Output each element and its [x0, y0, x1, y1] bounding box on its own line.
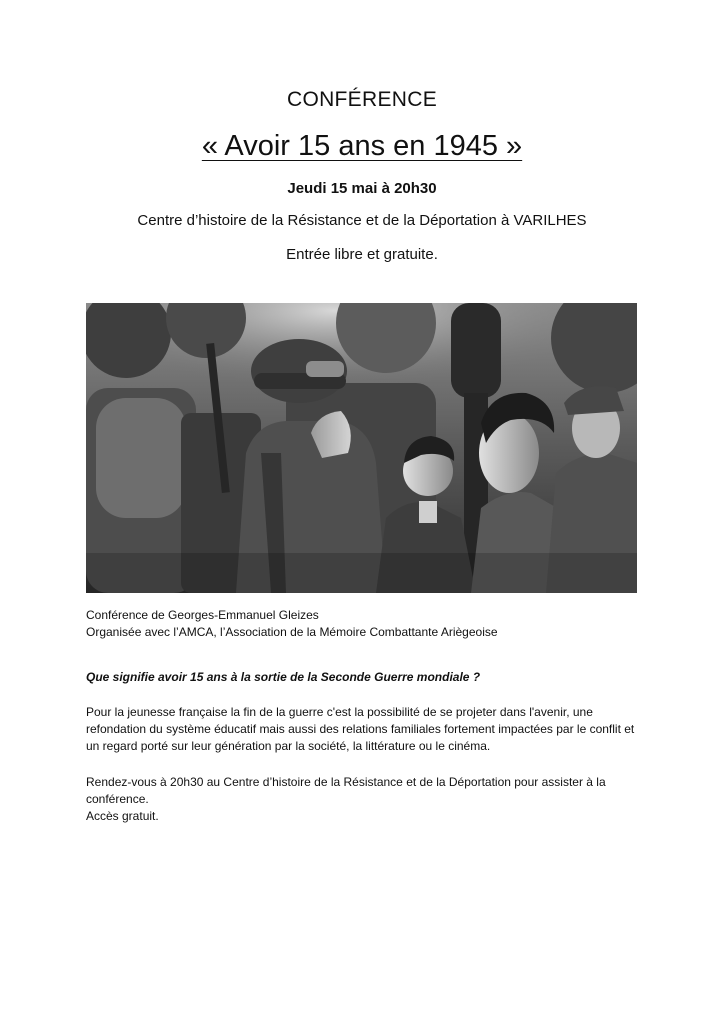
speaker-credit: Conférence de Georges-Emmanuel Gleizes	[86, 608, 319, 622]
organizer-credit: Organisée avec l’AMCA, l’Association de la Mémoire Combattante Ariègeoise	[86, 625, 498, 639]
lead-question: Que signifie avoir 15 ans à la sortie de la Seconde Guerre mondiale ?	[86, 670, 481, 684]
event-title: « Avoir 15 ans en 1945 »	[201, 130, 523, 162]
description-paragraph: Pour la jeunesse française la fin de la guerre c'est la possibilité de se projeter dans l'avenir, une refondation du système éducatif mais aussi des relations familiales fortement impactées par le conflit et un regard porté sur leur génération par la société, la littérature ou le cinéma.	[86, 705, 635, 753]
event-venue: Centre d’histoire de la Résistance et de la Déportation à VARILHES	[137, 212, 587, 229]
credits-block	[86, 607, 646, 641]
event-date: Jeudi 15 mai à 20h30	[287, 180, 437, 197]
access-note: Accès gratuit.	[86, 809, 159, 823]
event-entry-info: Entrée libre et gratuite.	[286, 246, 438, 263]
rendezvous-paragraph: Rendez-vous à 20h30 au Centre d’histoire de la Résistance et de la Déportation pour assister à la conférence.	[86, 775, 606, 806]
event-type-heading: CONFÉRENCE	[286, 88, 437, 111]
historical-photo	[86, 303, 637, 593]
